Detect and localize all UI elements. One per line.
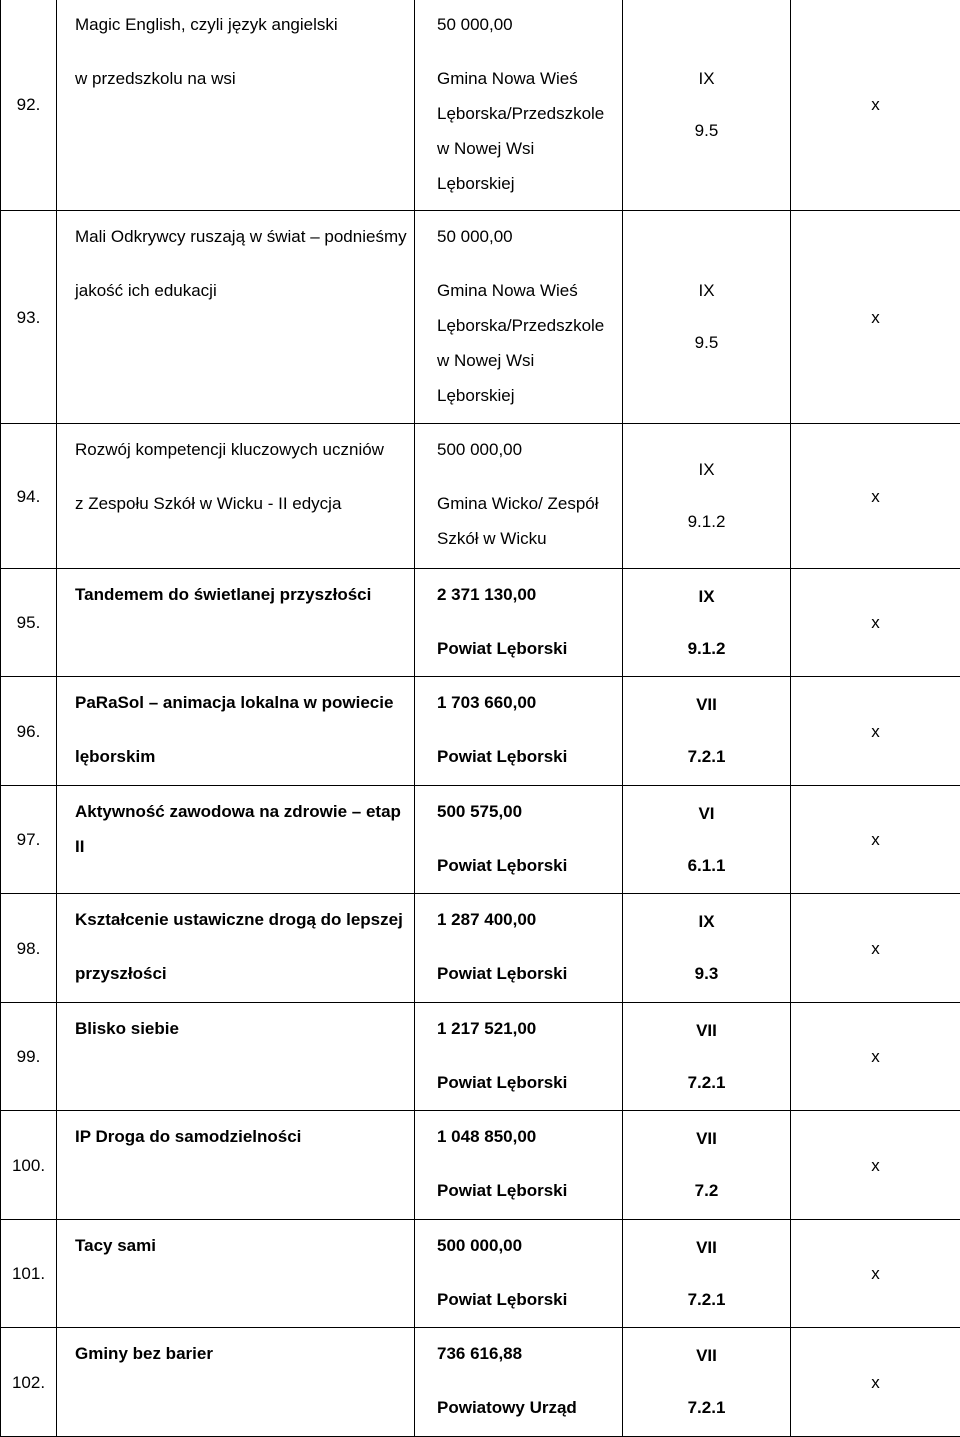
beneficiary-line: Lęborska/Przedszkole xyxy=(437,308,622,343)
row-number-cell xyxy=(1,424,57,569)
project-title-line: PaRaSol – animacja lokalna w powiecie xyxy=(75,685,414,720)
project-title-line: Blisko siebie xyxy=(75,1011,414,1046)
beneficiary-line: Lęborskiej xyxy=(437,166,622,201)
project-title-line: przyszłości xyxy=(75,956,414,991)
row-number: 95. xyxy=(1,569,56,676)
x-mark: x xyxy=(791,894,960,1002)
x-mark: x xyxy=(791,0,960,210)
project-title-cell xyxy=(57,894,415,1003)
amount: 500 000,00 xyxy=(437,1228,622,1263)
priority-axis: VI xyxy=(698,788,714,840)
x-mark: x xyxy=(791,1220,960,1327)
beneficiary-line: w Nowej Wsi xyxy=(437,343,622,378)
priority-code-cell xyxy=(623,894,791,1003)
amount-entity-cell xyxy=(415,211,623,424)
table-row xyxy=(1,211,960,424)
beneficiary-line: Powiat Lęborski xyxy=(437,956,622,991)
priority-code-cell xyxy=(623,786,791,894)
project-title-cell xyxy=(57,786,415,894)
priority-code-cell xyxy=(623,424,791,569)
row-number: 101. xyxy=(1,1220,56,1327)
x-mark: x xyxy=(791,211,960,423)
amount: 500 000,00 xyxy=(437,432,622,467)
priority-axis: VII xyxy=(696,679,717,731)
row-number-cell xyxy=(1,1111,57,1220)
row-number: 94. xyxy=(1,424,56,568)
beneficiary-line: Powiat Lęborski xyxy=(437,1282,622,1317)
x-mark: x xyxy=(791,786,960,893)
priority-axis: IX xyxy=(698,571,714,623)
priority-axis: VII xyxy=(696,1222,717,1274)
beneficiary-line: Powiat Lęborski xyxy=(437,1173,622,1208)
beneficiary-line: Powiat Lęborski xyxy=(437,1065,622,1100)
x-mark: x xyxy=(791,424,960,568)
priority-code-cell xyxy=(623,1003,791,1111)
mark-cell xyxy=(791,1003,960,1111)
amount: 1 048 850,00 xyxy=(437,1119,622,1154)
row-number-cell xyxy=(1,1220,57,1328)
amount: 50 000,00 xyxy=(437,219,622,254)
project-title-cell xyxy=(57,1220,415,1328)
amount: 50 000,00 xyxy=(437,7,622,42)
priority-axis: IX xyxy=(698,265,714,317)
amount: 736 616,88 xyxy=(437,1336,622,1371)
amount: 1 287 400,00 xyxy=(437,902,622,937)
row-number: 100. xyxy=(1,1111,56,1219)
beneficiary-line: Powiat Lęborski xyxy=(437,631,622,666)
table-row xyxy=(1,786,960,894)
table-row xyxy=(1,894,960,1003)
priority-code-cell xyxy=(623,0,791,211)
amount-entity-cell xyxy=(415,569,623,677)
priority-code-cell xyxy=(623,569,791,677)
row-number: 92. xyxy=(1,0,56,210)
priority-measure: 7.2.1 xyxy=(688,1382,726,1434)
x-mark: x xyxy=(791,1111,960,1219)
mark-cell xyxy=(791,1220,960,1328)
priority-measure: 9.1.2 xyxy=(688,623,726,675)
beneficiary-line: Powiat Lęborski xyxy=(437,739,622,774)
beneficiary-line: Szkół w Wicku xyxy=(437,521,622,556)
beneficiary-line: Lęborskiej xyxy=(437,378,622,413)
amount-entity-cell xyxy=(415,0,623,211)
amount: 2 371 130,00 xyxy=(437,577,622,612)
beneficiary-line: Gmina Wicko/ Zespół xyxy=(437,486,622,521)
project-title-cell xyxy=(57,0,415,211)
beneficiary-line: Powiat Lęborski xyxy=(437,848,622,883)
project-title-line: z Zespołu Szkół w Wicku - II edycja xyxy=(75,486,414,521)
project-title-line: w przedszkolu na wsi xyxy=(75,61,414,96)
project-title-line: Kształcenie ustawiczne drogą do lepszej xyxy=(75,902,414,937)
row-number: 98. xyxy=(1,894,56,1002)
priority-axis: IX xyxy=(698,444,714,496)
project-title-cell xyxy=(57,1003,415,1111)
priority-measure: 9.3 xyxy=(695,948,719,1000)
project-title-cell xyxy=(57,424,415,569)
priority-measure: 6.1.1 xyxy=(688,840,726,892)
priority-measure: 7.2.1 xyxy=(688,1274,726,1326)
table-row xyxy=(1,569,960,677)
beneficiary-line: Lęborska/Przedszkole xyxy=(437,96,622,131)
row-number-cell xyxy=(1,211,57,424)
priority-measure: 7.2.1 xyxy=(688,1057,726,1109)
table-row xyxy=(1,1328,960,1437)
x-mark: x xyxy=(791,1003,960,1110)
mark-cell xyxy=(791,786,960,894)
amount-entity-cell xyxy=(415,786,623,894)
row-number-cell xyxy=(1,0,57,211)
row-number: 93. xyxy=(1,211,56,423)
project-title-cell xyxy=(57,1328,415,1437)
project-title-line: Tandemem do świetlanej przyszłości xyxy=(75,577,414,612)
mark-cell xyxy=(791,424,960,569)
row-number: 99. xyxy=(1,1003,56,1110)
priority-axis: VII xyxy=(696,1005,717,1057)
project-title-line: Rozwój kompetencji kluczowych uczniów xyxy=(75,432,414,467)
mark-cell xyxy=(791,569,960,677)
priority-axis: IX xyxy=(698,53,714,105)
priority-code-cell xyxy=(623,1111,791,1220)
row-number-cell xyxy=(1,1003,57,1111)
mark-cell xyxy=(791,211,960,424)
beneficiary-line: Gmina Nowa Wieś xyxy=(437,61,622,96)
priority-code-cell xyxy=(623,211,791,424)
project-title-cell xyxy=(57,211,415,424)
project-title-line: jakość ich edukacji xyxy=(75,273,414,308)
x-mark: x xyxy=(791,677,960,785)
beneficiary-line: Gmina Nowa Wieś xyxy=(437,273,622,308)
row-number-cell xyxy=(1,894,57,1003)
amount-entity-cell xyxy=(415,424,623,569)
project-title-line: lęborskim xyxy=(75,739,414,774)
table-row xyxy=(1,677,960,786)
row-number: 97. xyxy=(1,786,56,893)
amount-entity-cell xyxy=(415,1003,623,1111)
amount-entity-cell xyxy=(415,1220,623,1328)
row-number-cell xyxy=(1,569,57,677)
beneficiary-line: Powiatowy Urząd xyxy=(437,1390,622,1425)
priority-measure: 7.2.1 xyxy=(688,731,726,783)
mark-cell xyxy=(791,1328,960,1437)
amount-entity-cell xyxy=(415,677,623,786)
priority-axis: VII xyxy=(696,1330,717,1382)
beneficiary-line: w Nowej Wsi xyxy=(437,131,622,166)
priority-measure: 9.5 xyxy=(695,317,719,369)
project-title-cell xyxy=(57,569,415,677)
table-row xyxy=(1,1220,960,1328)
priority-measure: 7.2 xyxy=(695,1165,719,1217)
amount-entity-cell xyxy=(415,894,623,1003)
project-title-line: Magic English, czyli język angielski xyxy=(75,7,414,42)
row-number-cell xyxy=(1,1328,57,1437)
mark-cell xyxy=(791,677,960,786)
project-title-cell xyxy=(57,1111,415,1220)
table-row xyxy=(1,424,960,569)
mark-cell xyxy=(791,1111,960,1220)
amount: 500 575,00 xyxy=(437,794,622,829)
amount: 1 703 660,00 xyxy=(437,685,622,720)
project-title-line: Aktywność zawodowa na zdrowie – etap II xyxy=(75,794,414,864)
project-title-line: Tacy sami xyxy=(75,1228,414,1263)
row-number: 96. xyxy=(1,677,56,785)
project-title-line: Gminy bez barier xyxy=(75,1336,414,1371)
row-number-cell xyxy=(1,786,57,894)
priority-code-cell xyxy=(623,1220,791,1328)
x-mark: x xyxy=(791,1328,960,1436)
priority-measure: 9.1.2 xyxy=(688,496,726,548)
priority-axis: VII xyxy=(696,1113,717,1165)
priority-axis: IX xyxy=(698,896,714,948)
row-number: 102. xyxy=(1,1328,56,1436)
table-row xyxy=(1,1003,960,1111)
amount: 1 217 521,00 xyxy=(437,1011,622,1046)
row-number-cell xyxy=(1,677,57,786)
project-title-line: Mali Odkrywcy ruszają w świat – podnieśmy xyxy=(75,219,414,254)
mark-cell xyxy=(791,894,960,1003)
mark-cell xyxy=(791,0,960,211)
table-row xyxy=(1,1111,960,1220)
x-mark: x xyxy=(791,569,960,676)
amount-entity-cell xyxy=(415,1328,623,1437)
amount-entity-cell xyxy=(415,1111,623,1220)
project-title-line: IP Droga do samodzielności xyxy=(75,1119,414,1154)
table-row xyxy=(1,0,960,211)
project-title-cell xyxy=(57,677,415,786)
priority-measure: 9.5 xyxy=(695,105,719,157)
priority-code-cell xyxy=(623,1328,791,1437)
priority-code-cell xyxy=(623,677,791,786)
